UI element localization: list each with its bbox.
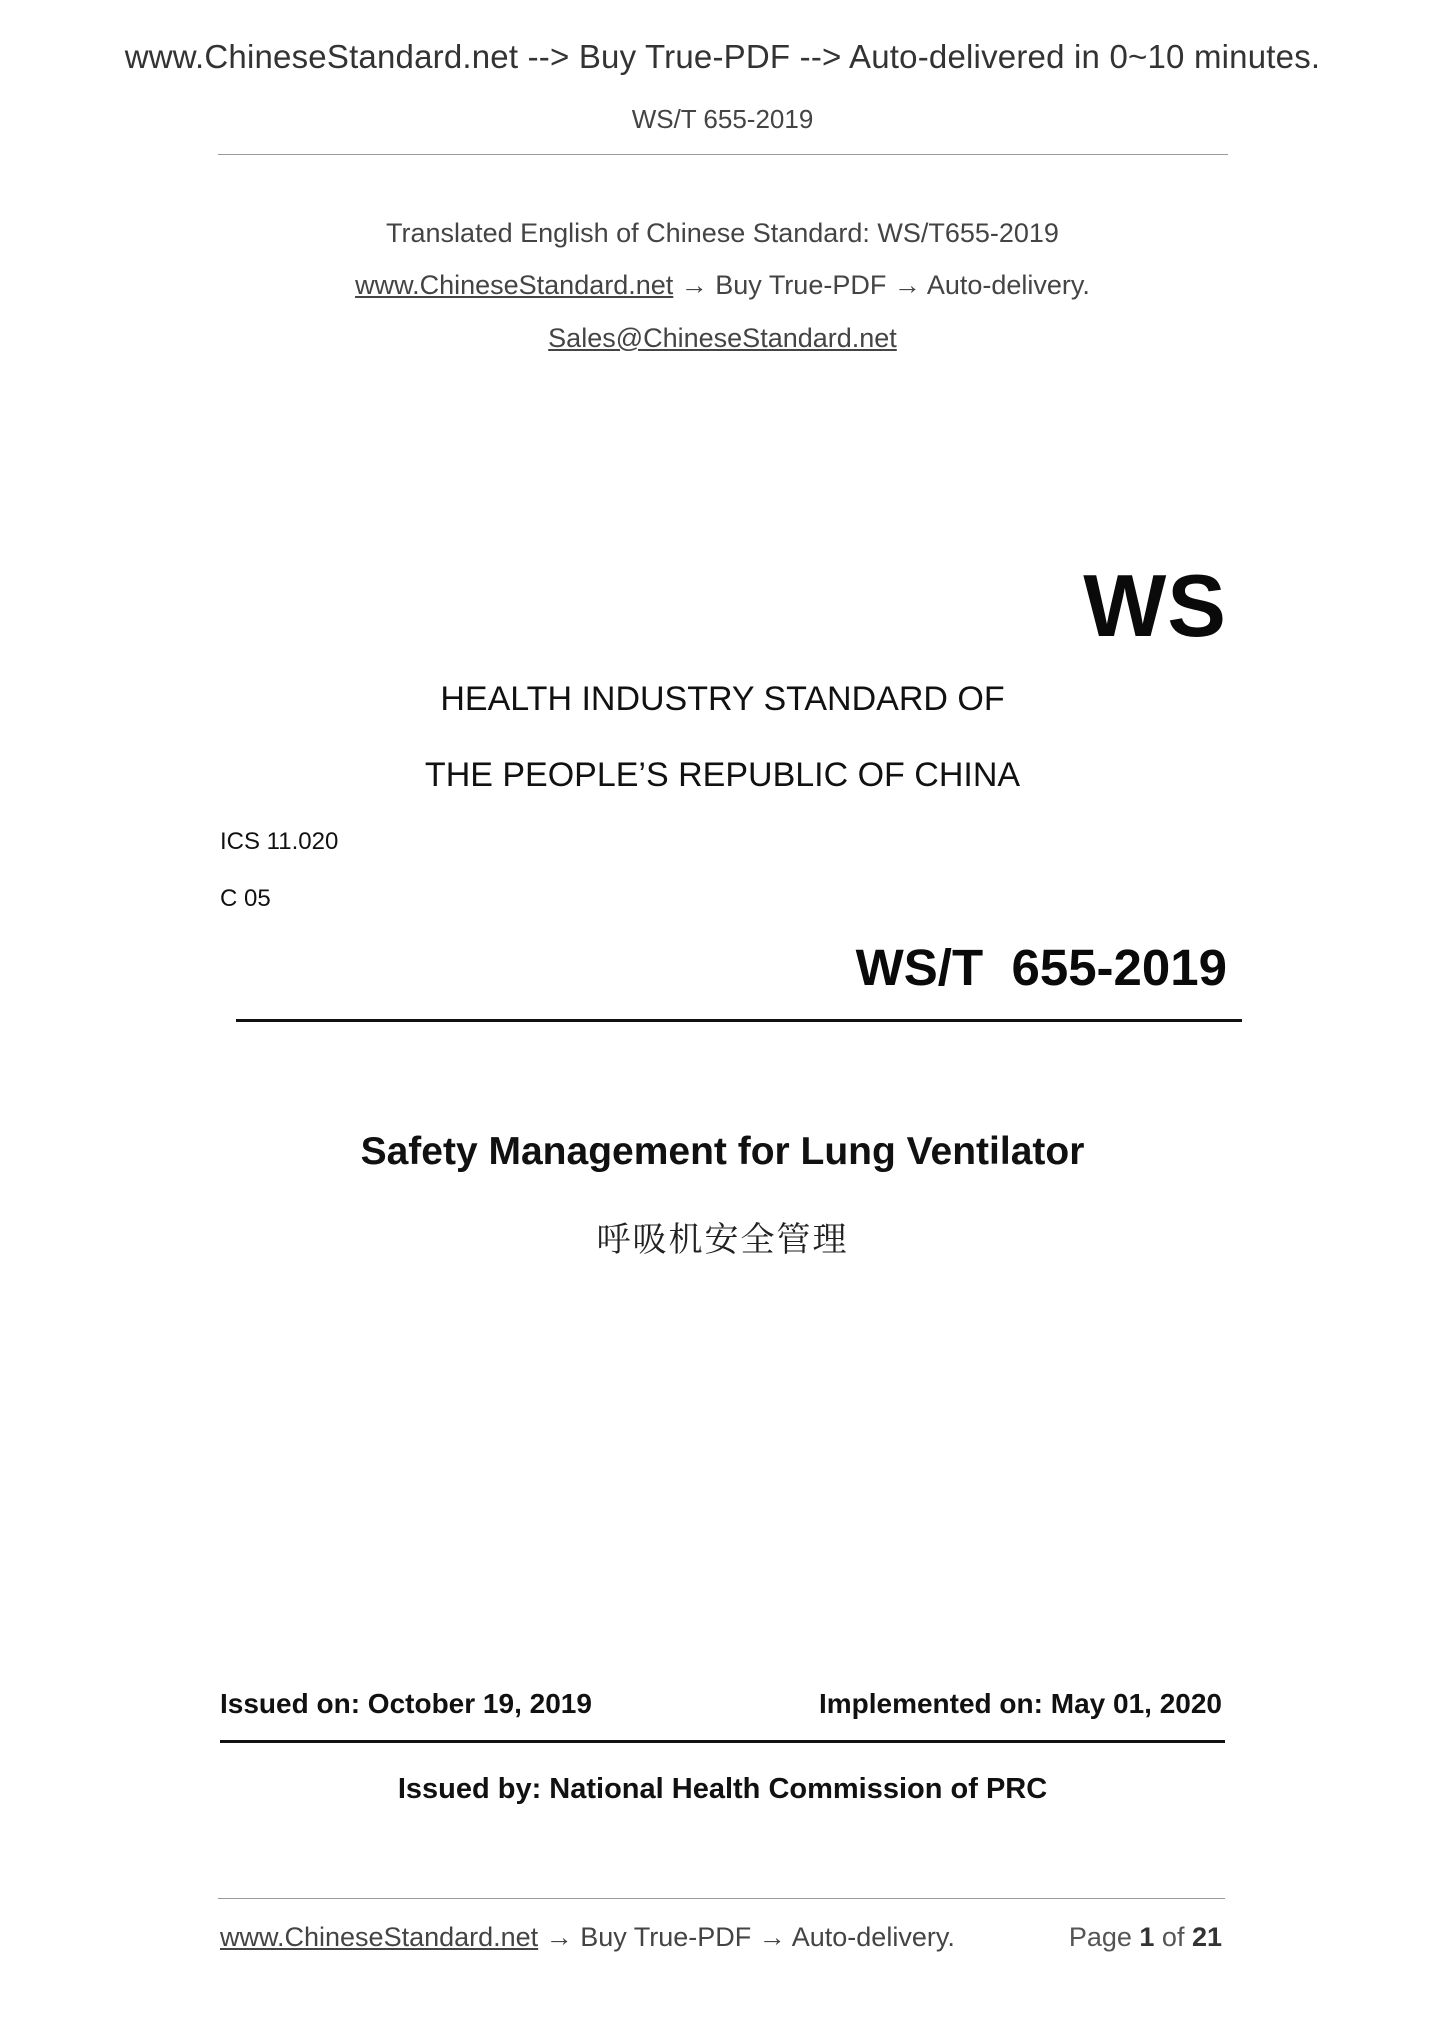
auto-delivery-text: Auto-delivery. xyxy=(920,270,1090,300)
email-line xyxy=(0,323,1445,354)
buy-text: Buy True-PDF xyxy=(707,270,894,300)
ics-code: ICS 11.020 xyxy=(220,828,339,855)
email-link[interactable]: Sales@ChineseStandard.net xyxy=(548,323,897,353)
header-divider xyxy=(218,154,1228,155)
issued-by: Issued by: National Health Commission of PRC xyxy=(397,1773,1048,1805)
arrow-right-icon: → xyxy=(758,1922,786,1952)
page-label: Page xyxy=(1068,1922,1140,1952)
arrow-right-icon: → xyxy=(545,1922,573,1952)
site-link[interactable]: www.ChineseStandard.net xyxy=(355,270,674,300)
footer-link-line xyxy=(220,1922,955,1953)
standard-heading-line1: HEALTH INDUSTRY STANDARD OF xyxy=(440,680,1005,718)
arrow-right-icon: → xyxy=(680,270,708,300)
running-header: WS/T 655-2019 xyxy=(631,104,814,134)
standard-code: WS/T 655-2019 xyxy=(855,939,1227,996)
issued-on-date: Issued on: October 19, 2019 xyxy=(220,1688,592,1719)
code-divider xyxy=(236,1019,1242,1022)
page-indicator xyxy=(1069,1922,1222,1953)
ws-logo: WS xyxy=(1083,556,1227,655)
of-label: of xyxy=(1154,1922,1192,1952)
implemented-on-date: Implemented on: May 01, 2020 xyxy=(818,1688,1222,1719)
standard-heading-line2: THE PEOPLE’S REPUBLIC OF CHINA xyxy=(424,756,1021,794)
document-title: Safety Management for Lung Ventilator xyxy=(360,1130,1085,1173)
footer-site-link[interactable]: www.ChineseStandard.net xyxy=(220,1922,539,1952)
footer-auto-delivery: Auto-delivery. xyxy=(785,1922,955,1952)
page-total: 21 xyxy=(1191,1922,1222,1952)
intro-link-line xyxy=(0,270,1445,301)
ccs-code: C 05 xyxy=(220,885,271,912)
top-banner: www.ChineseStandard.net --> Buy True-PDF --> Auto-delivered in 0~10 minutes. xyxy=(124,38,1321,75)
translated-line: Translated English of Chinese Standard: WS/T655-2019 xyxy=(386,218,1059,248)
arrow-right-icon: → xyxy=(893,270,921,300)
footer-divider xyxy=(218,1898,1225,1899)
dates-divider xyxy=(220,1740,1225,1743)
document-title-chinese: 呼吸机安全管理 xyxy=(596,1220,849,1260)
page-number: 1 xyxy=(1139,1922,1155,1952)
footer-buy-text: Buy True-PDF xyxy=(572,1922,759,1952)
